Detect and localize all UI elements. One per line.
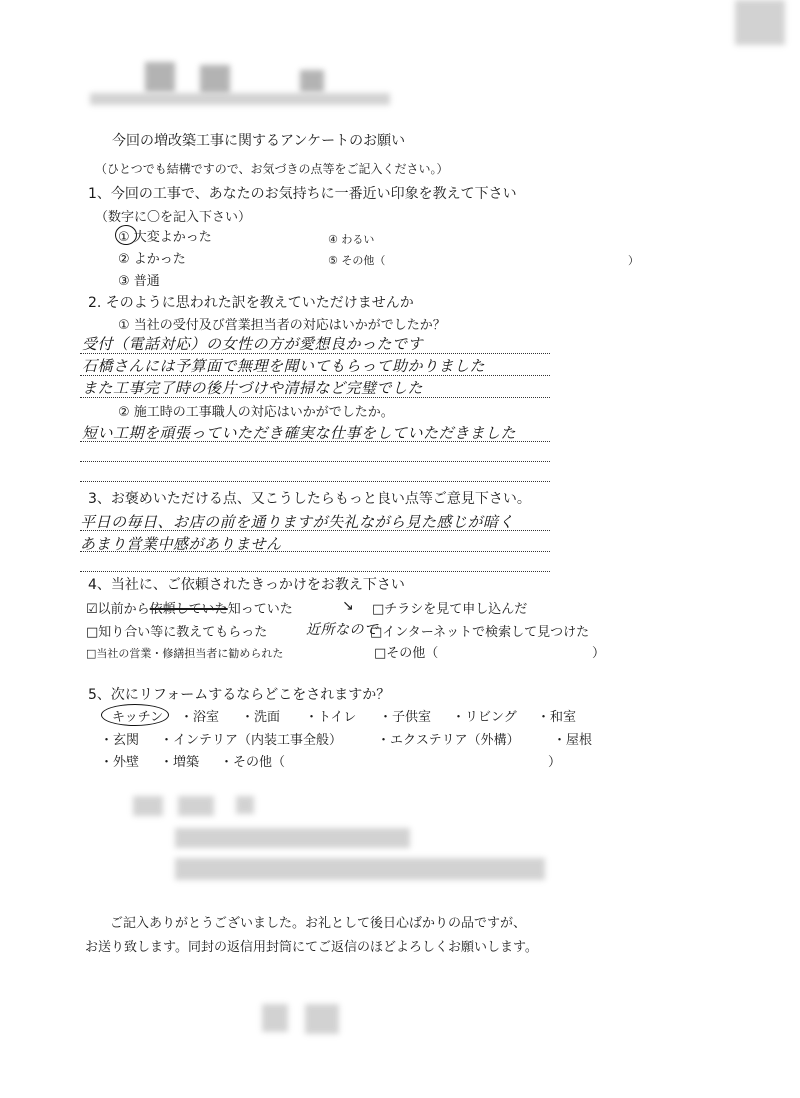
answer-rule bbox=[80, 571, 550, 572]
q4-option-3[interactable]: □知り合い等に教えてもらった bbox=[86, 625, 268, 640]
q5-option-kitchen[interactable]: キッチン bbox=[112, 710, 164, 725]
q4-option-1[interactable] bbox=[86, 598, 293, 617]
answer-rule bbox=[80, 481, 550, 482]
q1-option-3[interactable]: ③ 普通 bbox=[118, 274, 160, 289]
redacted-address bbox=[175, 858, 545, 880]
q5-option-japanese-room[interactable]: ・和室 bbox=[537, 710, 577, 725]
redacted-company-mark bbox=[262, 1004, 288, 1032]
q3-answer-line-1: 平日の毎日、お店の前を通りますが失礼ながら見た感じが暗く bbox=[80, 513, 515, 531]
q5-option-other[interactable]: ・その他（ bbox=[220, 755, 286, 770]
page-title: 今回の増改築工事に関するアンケートのお願い bbox=[112, 133, 406, 149]
q5-option-bath[interactable]: ・浴室 bbox=[180, 710, 220, 725]
q2-answer-2-line-1: 短い工期を頑張っていただき確実な仕事をしていただきました bbox=[82, 424, 517, 442]
answer-rule bbox=[80, 530, 550, 531]
q5-option-roof[interactable]: ・屋根 bbox=[553, 733, 593, 748]
q3-answer-line-2: あまり営業中感がありません bbox=[80, 535, 282, 553]
q4-option-5[interactable]: □当社の営業・修繕担当者に勧められた bbox=[86, 647, 284, 660]
checked-box-icon[interactable]: ☑ bbox=[86, 602, 98, 617]
q4-option-1-text-a: 以前から bbox=[97, 602, 150, 617]
q4-option-1-text-b: 知っていた bbox=[227, 602, 293, 617]
answer-rule bbox=[80, 397, 550, 398]
q5-option-toilet[interactable]: ・トイレ bbox=[305, 710, 357, 725]
q4-option-6-close: ） bbox=[592, 646, 606, 661]
q4-handwritten-note: 近所なので bbox=[306, 622, 379, 638]
handwritten-arrow-icon: ↘ bbox=[342, 598, 354, 614]
q1-question: 1、今回の工事で、あなたのお気持ちに一番近い印象を教えて下さい bbox=[88, 186, 517, 202]
q4-option-1-struck: 依頼していた bbox=[149, 602, 228, 617]
redacted-name bbox=[178, 796, 214, 816]
q4-option-2[interactable]: □チラシを見て申し込んだ bbox=[372, 602, 528, 617]
q2-question: 2. そのように思われた訳を教えていただけませんか bbox=[88, 295, 414, 311]
redacted-company-mark bbox=[305, 1004, 339, 1034]
redacted-header-name bbox=[200, 65, 230, 93]
q4-option-6[interactable]: □その他（ bbox=[374, 646, 439, 661]
page-subtitle: （ひとつでも結構ですので、お気づきの点等をご記入ください。） bbox=[95, 162, 449, 176]
q2-sub-question-2: ② 施工時の工事職人の対応はいかがでしたか。 bbox=[118, 405, 394, 420]
q5-option-extension[interactable]: ・増築 bbox=[160, 755, 200, 770]
q5-option-living[interactable]: ・リビング bbox=[452, 710, 517, 725]
redacted-header-name bbox=[145, 62, 175, 92]
q5-option-other-close: ） bbox=[548, 755, 562, 770]
q5-option-interior[interactable]: ・インテリア（内装工事全般） bbox=[160, 733, 343, 748]
q2-answer-1-line-2: 石橋さんには予算面で無理を聞いてもらって助かりました bbox=[82, 357, 486, 375]
redacted-header-name bbox=[300, 70, 324, 92]
q4-question: 4、当社に、ご依頼されたきっかけをお教え下さい bbox=[88, 577, 405, 593]
q2-sub-question-1: ① 当社の受付及び営業担当者の対応はいかがでしたか？ bbox=[118, 318, 446, 333]
answer-rule bbox=[80, 375, 550, 376]
redacted-corner bbox=[735, 0, 785, 45]
redacted-name bbox=[133, 796, 163, 816]
q5-option-exterior[interactable]: ・エクステリア（外構） bbox=[377, 733, 520, 748]
q5-question: 5、次にリフォームするならどこをされますか？ bbox=[88, 687, 391, 703]
redacted-header-line bbox=[90, 93, 390, 105]
answer-rule bbox=[80, 461, 550, 462]
answer-rule bbox=[80, 353, 550, 354]
answer-rule bbox=[80, 551, 550, 552]
redacted-address bbox=[175, 828, 410, 848]
q5-option-entrance[interactable]: ・玄関 bbox=[100, 733, 140, 748]
q1-option-1[interactable]: ① 大変よかった bbox=[118, 230, 212, 245]
q5-option-kids-room[interactable]: ・子供室 bbox=[379, 710, 432, 725]
q1-instruction: （数字に〇を記入下さい） bbox=[95, 210, 252, 225]
q5-option-outer-wall[interactable]: ・外壁 bbox=[100, 755, 140, 770]
q1-option-4[interactable]: ④ わるい bbox=[328, 233, 375, 246]
q5-option-washroom[interactable]: ・洗面 bbox=[241, 710, 281, 725]
closing-line-1: ご記入ありがとうございました。お礼として後日心ばかりの品ですが、 bbox=[110, 916, 527, 931]
q1-option-5[interactable]: ⑤ その他（ bbox=[328, 254, 386, 267]
redacted-name bbox=[236, 796, 254, 814]
q1-option-5-close: ） bbox=[628, 254, 639, 267]
q2-answer-1-line-1: 受付（電話対応）の女性の方が愛想良かったです bbox=[82, 335, 424, 353]
q1-option-2[interactable]: ② よかった bbox=[118, 252, 186, 267]
closing-line-2: お送り致します。同封の返信用封筒にてご返信のほどよろしくお願いします。 bbox=[85, 940, 538, 955]
q3-question: 3、お褒めいただける点、又こうしたらもっと良い点等ご意見下さい。 bbox=[88, 491, 531, 507]
q2-answer-1-line-3: また工事完了時の後片づけや清掃など完璧でした bbox=[82, 379, 424, 397]
answer-rule bbox=[80, 441, 550, 442]
q4-option-4[interactable]: □インターネットで検索して見つけた bbox=[370, 625, 590, 640]
